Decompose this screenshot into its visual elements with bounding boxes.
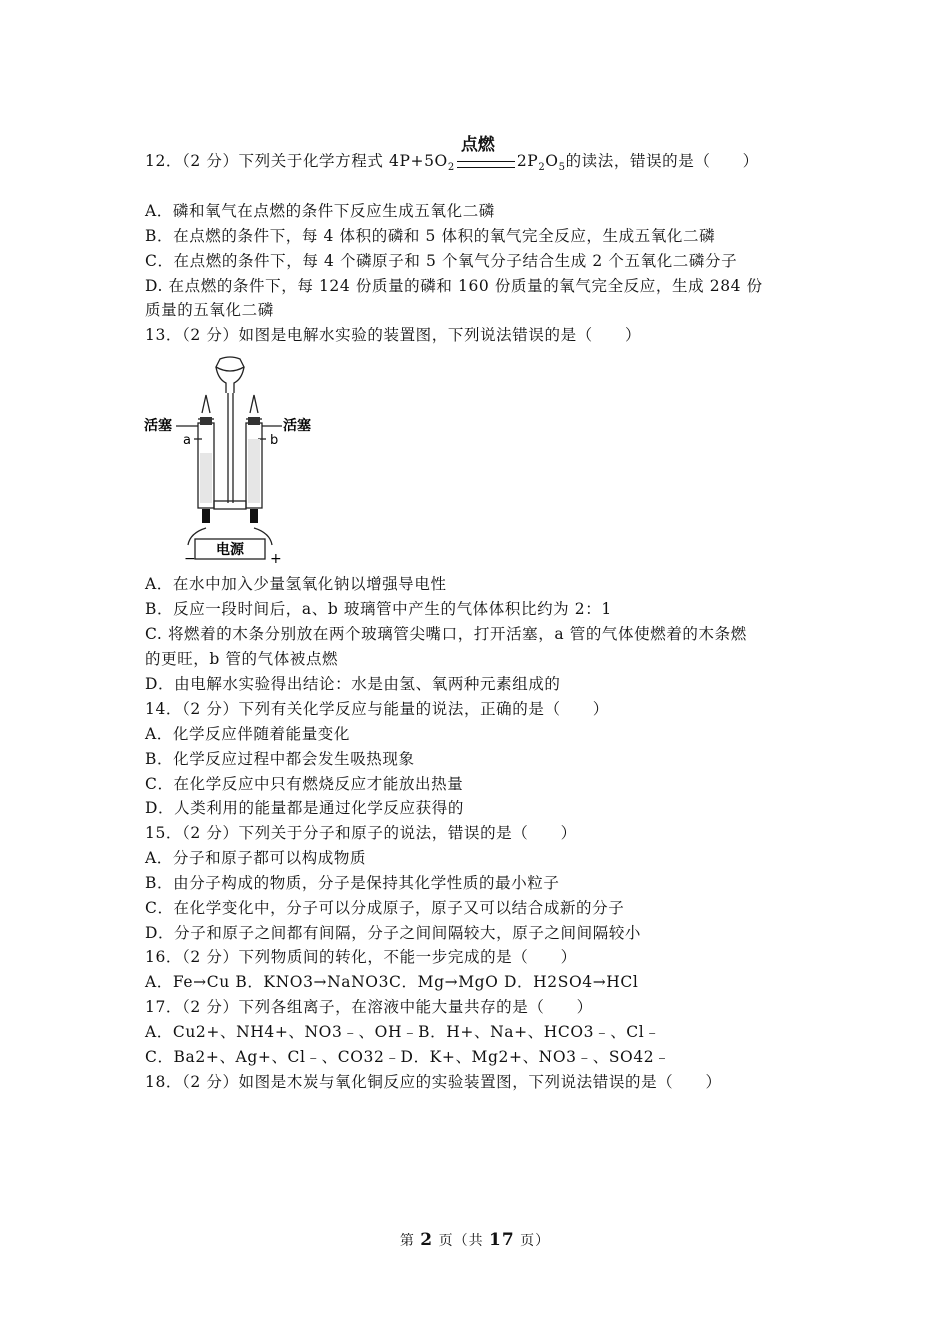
q15-option-d: D．分子和原子之间都有间隔，分子之间间隔较大，原子之间间隔较小 (145, 924, 642, 942)
q15-stem: 15．（2 分）下列关于分子和原子的说法，错误的是（ ） (145, 824, 577, 842)
q13-option-d: D．由电解水实验得出结论：水是由氢、氧两种元素组成的 (145, 675, 561, 693)
q15-option-c: C．在化学变化中，分子可以分成原子，原子又可以结合成新的分子 (145, 899, 625, 917)
q16-options: A．Fe→Cu B．KNO3→NaNO3C．Mg→MgO D．H2SO4→HCl (145, 973, 639, 991)
q13-stem: 13．（2 分）如图是电解水实验的装置图，下列说法错误的是（ ） (145, 326, 642, 344)
q12-option-c: C．在点燃的条件下，每 4 个磷原子和 5 个氧气分子结合生成 2 个五氧化二磷分子 (145, 252, 738, 270)
q14-option-a: A．化学反应伴随着能量变化 (145, 725, 350, 743)
q14-option-b: B．化学反应过程中都会发生吸热现象 (145, 750, 415, 768)
q17-stem: 17．（2 分）下列各组离子，在溶液中能大量共存的是（ ） (145, 998, 593, 1016)
q12-option-b: B．在点燃的条件下，每 4 体积的磷和 5 体积的氧气完全反应，生成五氧化二磷 (145, 227, 716, 245)
q16-stem: 16．（2 分）下列物质间的转化，不能一步完成的是（ ） (145, 948, 577, 966)
q12-option-a: A．磷和氧气在点燃的条件下反应生成五氧化二磷 (145, 202, 495, 220)
q15-option-b: B．由分子构成的物质，分子是保持其化学性质的最小粒子 (145, 874, 560, 892)
q13-option-c-cont: 的更旺，b 管的气体被点燃 (145, 650, 339, 668)
tube-b-label: b (270, 433, 279, 448)
q17-options-line1: A．Cu2+、NH4+、NO3﹣、OH﹣B．H+、Na+、HCO3﹣、Cl﹣ (145, 1023, 661, 1041)
page-total: 17 (489, 1230, 515, 1250)
q18-stem: 18．（2 分）如图是木炭与氧化铜反应的实验装置图，下列说法错误的是（ ） (145, 1073, 722, 1091)
q13-option-a: A．在水中加入少量氢氧化钠以增强导电性 (145, 575, 447, 593)
plus-sign: + (270, 551, 282, 567)
q14-option-c: C．在化学反应中只有燃烧反应才能放出热量 (145, 775, 464, 793)
q13-option-b: B．反应一段时间后，a、b 玻璃管中产生的气体体积比约为 2：1 (145, 600, 612, 618)
right-valve-label: 活塞 (283, 418, 311, 434)
left-valve-label: 活塞 (144, 418, 172, 434)
page-footer: 第 2 页（共 17 页） (399, 1230, 551, 1250)
q12-option-d-cont: 质量的五氧化二磷 (145, 301, 274, 319)
power-label: 电源 (216, 542, 244, 558)
q14-option-d: D．人类利用的能量都是通过化学反应获得的 (145, 799, 464, 817)
q12-stem: 12．（2 分）下列关于化学方程式 $4P+5O_2$ 点燃 $2P_2O_5$的读法，错误的是（ ） (145, 135, 759, 174)
q12-option-d: D. 在点燃的条件下，每 124 份质量的磷和 160 份质量的氧气完全反应，生成 284 份 (145, 277, 763, 295)
q15-option-a: A．分子和原子都可以构成物质 (145, 849, 367, 867)
reaction-condition: 点燃 (455, 150, 517, 172)
tube-a-label: a (183, 433, 191, 448)
minus-sign: − (184, 551, 196, 567)
q13-option-c: C. 将燃着的木条分别放在两个玻璃管尖嘴口，打开活塞，a 管的气体使燃着的木条燃 (145, 625, 747, 643)
q17-options-line2: C．Ba2+、Ag+、Cl﹣、CO32﹣D．K+、Mg2+、NO3﹣、SO42﹣ (145, 1048, 671, 1066)
electrolysis-apparatus-figure (140, 353, 320, 568)
page-number: 2 (420, 1230, 434, 1250)
q14-stem: 14．（2 分）下列有关化学反应与能量的说法，正确的是（ ） (145, 700, 609, 718)
